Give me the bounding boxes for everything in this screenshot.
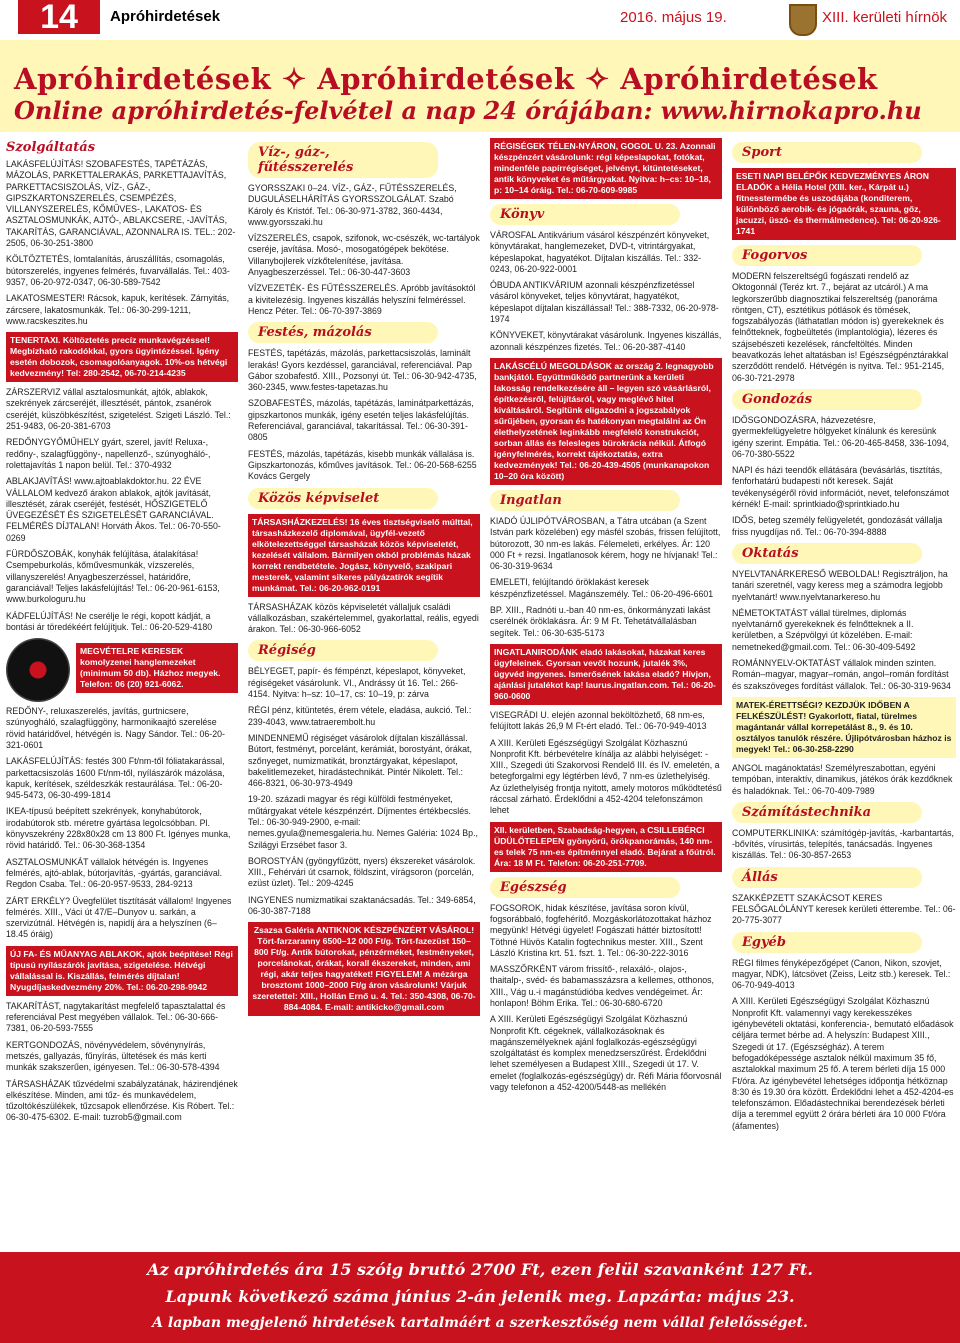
ad: TÁRSASHÁZAK közös képviseletét vállaljuk családi vállalkozásban, szakértelemmel, gyakorlattal, reális, egyedi árakon. Tel.: 06-30-966-6052 <box>248 601 479 635</box>
ad: FESTÉS, tapétázás, mázolás, parkettacsiszolás, laminált lerakás! Gyors kezdéssel, garanciával, referenciával. Pap Gábor szobafestő. XIII., Pozsonyi út. Tel.: 06-30-942-4735, 360-2345, www.festes-tapetazas.hu <box>248 348 477 393</box>
ad: ASZTALOSMUNKÁT vállalok hétvégén is. Ingyenes felmérés, ajtó-ablak, bútorjavítás, -gyártás, garanciával. Regdon Csaba. Tel.: 06-20-957-9533, 284-9213 <box>6 856 223 890</box>
ad: ZÁRSZERVIZ vállal asztalosmunkát, ajtók, ablakok, szekrények zárcseréjét, illesztését, pántok, zsanérok cseréjét, küszöbkészítést, szigetelést. Szigeti László. Tel.: 251-9483, 06-20-381-6703 <box>6 387 231 432</box>
newspaper-name: XIII. kerületi hírnök <box>822 9 948 26</box>
column-4 <box>732 138 956 1243</box>
section-title: Apróhirdetések <box>110 8 221 25</box>
ad: FESTÉS, mázolás, tapétázás, kisebb munkák vállalása is. Gipszkartonozás, kőműves javítások. Tel.: 06-20-568-6255 Kovács Gergely <box>248 448 477 482</box>
heading-dentist: Fogorvos <box>732 245 922 266</box>
ad: BOROSTYÁN (gyöngyfűzött, nyers) ékszereket vásárolok. XIII., Fehérvári út csarnok, földszint, vírágsoron (porcelán, ezüst üzlet). Tel.: 209-4245 <box>248 855 476 889</box>
highlight-ad: RÉGISÉGEK TÉLEN-NYÁRON, GOGOL U. 23. Azonnali készpénzért vásárolunk: régi képeslapokat, fotókat, mindenféle papírrégiséget, jelvényt, kitüntetéseket, antik könyveket és műtárgyakat. Nyitva: h–cs: 10–18, p: 10–14 óráig. Tel.: 06-70-609-9985 <box>490 138 722 199</box>
coat-of-arms-icon <box>789 4 817 36</box>
ad: KÖLTÖZTETÉS, lomtalanítás, áruszállítás, csomagolás, bútorszerelés, ingyenes felmérés, fuvarvállalás. Tel.: 403-9357, 06-20-972-0347, 06-30-589-7542 <box>6 254 230 287</box>
ad: NYELVTANÁRKERESŐ WEBOLDAL! Regisztráljon, ha tanári szeretnél, vagy keress meg a számodra legjobb nyelvtanárt! www.nyelvtanarkereso.hu <box>732 568 948 602</box>
ad: VISEGRÁDI U. elején azonnal beköltözhető, 68 nm-es, felújított lakás 26,9 M Ft-ért eladó. Tel.: 06-70-949-4013 <box>490 709 707 732</box>
heading-books: Könyv <box>490 204 680 225</box>
ad: FÜRDŐSZOBÁK, konyhák felújítása, átalakítása! Csempeburkolás, kőművesmunkák, vízszerelés, villanyszerelés! Anyagbeszerzéssel, határidőre, garanciával! Teljes lakásfelújítás! Tel.: 06-20-961-6153, www.burkologuru.hu <box>6 549 220 605</box>
heading-painting: Festés, mázolás <box>248 322 438 343</box>
highlight-ad: LAKÁSCÉLÚ MEGOLDÁSOK az ország 2. legnagyobb bankjától. Együttműködő partnerünk a kerületi lakosság rendelkezésére áll – legyen szó vásárlásról, építkezésről, felújításról, vagy meglévő hitel kiváltásáról. Segítünk eligazodni a jogszabályok sűrűjében, gyorsan és hatékonyan megtalálni az Ön élethelyzetének leginkább megfelelő konstrukciót, sorban állás és felesleges bürokrácia nélkül. Átfogó igényfelmérés, korrekt tájékoztatás, extra kedvezmények! Tel.: 06-20-439-4505 (munkanapokon 10–20 óra között) <box>490 358 722 485</box>
ad: TAKARÍTÁST, nagytakarítást megfelelő tapasztalattal és referenciával Pest megyében vállalok. Tel.: 06-30-666-7381, 06-20-593-7555 <box>6 1000 226 1034</box>
price-footer <box>0 1252 960 1343</box>
heading-representation: Közös képviselet <box>248 488 438 509</box>
page-number: 14 <box>18 0 100 34</box>
ad: TÁRSASHÁZAK tűzvédelmi szabályzatának, házirendjének elkészítése. Minden, ami tűz- és munkavédelem, tűzoltókészülékek, tűzcsapok ellenőrzése. Kis Róbert. Tel.: 06-30-475-6302. E-mail: tuzrob5@gmail.com <box>6 1078 238 1123</box>
heading-education: Oktatás <box>732 543 922 564</box>
footer-price-line: Az apróhirdetés ára 15 szóig bruttó 2700 Ft, ezen felül szavanként 127 Ft. <box>147 1260 813 1279</box>
ad: LAKÁSFELÚJÍTÁS! SZOBAFESTÉS, TAPÉTÁZÁS, MÁZOLÁS, PARKETTALERAKÁS, PARKETTAJAVÍTÁS, PARKETTACSISZOLÁS, VÍZ-, GÁZ-, GIPSZKARTONSZERELÉS, CSEMPÉZÉS, VILLANYSZERELÉS, KŐMŰVES-, LAKATOS- ÉS ASZTALOSMUNKÁK, AJTÓ-, ABLAKCSERE, -JAVÍTÁS, TAKARÍTÁS, GARANCIÁVAL, AZONNALRA IS. TEL.: 202-2505, 06-30-251-3800 <box>6 159 236 249</box>
vinyl-record-icon <box>6 638 70 702</box>
ad: A XIII. Kerületi Egészségügyi Szolgálat Közhasznú Nonprofit Kft. valamennyi vagy kerekesszékes igénybevételi oktatási, konferencia-, bemutató előadások céljára termet bérbe ad. A helyszín: Budapest XIII., Szegedi út 17. (Egészségház). A terem befogadóképessége asztalok nélkül maximum 35 fő, asztalokkal maximum 25 fő. A terem bérleti díja 15 000 Ft/óra. Az igénybevétel lehetséges időpontja hétköznap 8:30 és 19.30 óra között. Érdeklődni lehet a 452-4204-es telefonszámon. Előadástechnikai berendezések bérleti díja a teremmel együtt 2 órára bérleti ára 10 000 Ft/óra (áfamentes) <box>732 996 954 1131</box>
ad: ROMÁNNYELV-OKTATÁST vállalok minden szinten. Román–magyar, magyar–román, angol–román fordítást és szakszöveges fordítást vállalok. Tel.: 06-30-319-9634 <box>732 658 951 691</box>
ad: VÍZSZERELÉS, csapok, szifonok, wc-csészék, wc-tartályok cseréje, javítása. Mosó-, mosogatógépek bekötése. Villanybojlerek vízkőtelenítése, javítása. Anyagbeszerzéssel. Tel.: 06-30-447-3603 <box>248 233 480 278</box>
ad: KÁDFELÚJÍTÁS! Ne cserélje le régi, kopott kádját, a bontási ár töredékéért felújítjuk. Tel.: 06-20-529-4180 <box>6 610 213 632</box>
heading-it: Számítástechnika <box>732 802 922 823</box>
ad: IDŐS, beteg személy felügyeletét, gondozását vállalja friss nyugdíjas nő. Tel.: 06-70-394-8888 <box>732 515 943 537</box>
highlight-ad: INGATLANIRODÁNK eladó lakásokat, házakat keres ügyfeleinek. Gyorsan vevőt hozunk, jutalék 3%, ügyvéd ingyenes. Ismerősének lakása eladó? Hívjon, ajánlási jutalékot kap! laurus.ingatlan.com. Tel.: 06-20-960-0600 <box>490 644 722 705</box>
record-ad <box>6 638 238 702</box>
ad: FOGSOROK, hidak készítése, javítása soron kívül, fogsorábbaló, fogfehérítő. Mozgáskorlátozottakat házhoz megyünk! Hétvégi ügyelet! Fogászati háttér biztosított! Töthné Hüvös Katalin fogtechnikus mester. XIII., Szent László Kristina krt. 51. fszt. 1. Tel.: 06-30-222-3016 <box>490 902 712 958</box>
ad: GYORSSZAKI 0–24. VÍZ-, GÁZ-, FŰTÉSSZERELÉS, DUGULÁSELHÁRÍTÁS GYORSSZOLGÁLAT. Szabó Károly és Kristóf. Tel.: 06-30-971-3782, 360-4434, www.gyorsszaki.hu <box>248 183 457 227</box>
column-1 <box>6 138 238 1243</box>
ad: VÁROSFAL Antikvárium vásárol készpénzért könyveket, könyvtárakat, hanglemezeket, DVD-t, vitrintárgyakat, képeslapokat, hagyatékot. Díjtalan kiszállás. Tel.: 332-0243, 06-20-922-0001 <box>490 230 710 274</box>
banner-title: Apróhirdetések ✧ Apróhirdetések ✧ Apróhirdetések <box>14 62 878 96</box>
page-header <box>0 0 960 36</box>
ad: BÉLYEGET, papír- és fémpénzt, képeslapot, könyveket, régiségeket vásárolunk. VI., Andrássy út 16. Tel.: 266-4154. Nyitva: h–sz: 10–17, cs: 10–19, p: zárva <box>248 666 466 700</box>
ad: ANGOL magánoktatás! Személyreszabottan, egyéni tempóban, interaktív, dinamikus, játékos órák kezdőknek és haladóknak. Tel.: 06-70-409-7989 <box>732 762 953 796</box>
heading-health: Egészség <box>490 877 680 898</box>
ad: LAKATOSMESTER! Rácsok, kapuk, kerítések. Zárnyitás, zárcsere, lakatosmunkák. Tel.: 06-30-299-1211, www.racskeszites.hu <box>6 293 230 326</box>
highlight-ad: XII. kerületben, Szabadság-hegyen, a CSILLEBÉRCI ÜDÜLŐTELEPEN gyönyörű, örökpanorámás, 140 nm-es telek 75 nm-es építménnyel eladó. Bejárat a főútról. Ára: 18 M Ft. Telefon: 06-20-251-7709. <box>490 822 722 872</box>
ad: KERTGONDOZÁS, növényvédelem, sövénynyírás, metszés, gallyazás, fűnyírás, ültetések és más kerti munkák szakszerűen, igényesen. Tel.: 06-30-578-4394 <box>6 1039 220 1073</box>
highlight-ad: ÚJ FA- ÉS MŰANYAG ABLAKOK, ajtók beépítése! Régi típusú nyílászárók javítása, szigetelése. Hétvégi vállalással is. Kiszállás, felmérés díjtalan! Nyugdíjaskedvezmény 20%. Tel.: 06-20-298-9942 <box>6 946 238 996</box>
column-3 <box>490 138 722 1243</box>
ad: VÍZVEZETÉK- ÉS FŰTÉSSZERELÉS. Apróbb javításoktól a kivitelezésig. Ingyenes kiszállás helyszíni felméréssel. Hencz Péter. Tel.: 06-70-397-3869 <box>248 283 476 316</box>
highlight-ad: TÁRSASHÁZKEZELÉS! 16 éves tisztségviselő múlttal, társasházkezelő diplomával, ügyfél-vezető elkötelezettséggel társasházak közös képviseletét, kezelését vállalom. Bármilyen okból problémás házak korrekt rendbetétele. Jogász, könyvelő, szakipari mesterek, valamint sikeres pályázatírók segítik munkámat. Tel.: 06-20-962-0191 <box>248 514 480 597</box>
heading-other: Egyéb <box>732 932 922 953</box>
highlight-ad: ESETI NAPI BELÉPŐK KEDVEZMÉNYES ÁRON ELADÓK a Hélia Hotel (XIII. ker., Kárpát u.) fitnesstermébe és uszodájába (konditerem, különböző aerobik- és jógaórák, szauna, gőz, jacuzzi, üszó- és thermálmedence). Tel: 06-20-926-1741 <box>732 168 956 240</box>
banner-subtitle: Online apróhirdetés-felvétel a nap 24 órájában: www.hirnokapro.hu <box>14 96 922 125</box>
ad: REDŐNYGYŐMŰHELY gyárt, szerel, javít! Reluxa-, redőny-, szalagfüggöny-, napellenző-, szúnyogháló-, rolettajavítás 1 napon belül. Tel.: 370-4932 <box>6 437 211 470</box>
ad: LAKÁSFELÚJÍTÁS: festés 300 Ft/nm-től fóliatakarással, parkettacsiszolás 1600 Ft/nm-től, nyílászárók mázolása, kapuk, kerítések, széldeszkák restaurálása. Tel.: 06-20-945-5473, 06-30-499-1814 <box>6 756 225 801</box>
ad: COMPUTERKLINIKA: számítógép-javítás, -karbantartás, -bővítés, vírusirtás, telepítés, tanácsadás. Ingyenes kiszállás. Tel.: 06-30-857-2653 <box>732 827 954 861</box>
heading-plumbing: Víz-, gáz-, fűtésszerelés <box>248 142 438 178</box>
ad: RÉGI filmes fényképezőgépet (Canon, Nikon, szovjet, magyar, NDK), látcsövet (Zeiss, Leitz stb.) keresek. Tel.: 06-70-949-4013 <box>732 957 951 991</box>
ad: SZOBAFESTÉS, mázolás, tapétázás, laminátparkettázás, gipszkartonos munkák, igény esetén teljes lakásfelújítás. Referenciával, garanciával, takarítással. Tel.: 06-30-391-0805 <box>248 398 474 443</box>
ad: SZAKKÉPZETT SZAKÁCSOT KERES FELSŐGALÓLÁNYT keresek kerületi étterembe. Tel.: 06-20-775-3077 <box>732 892 956 926</box>
column-2 <box>248 138 480 1243</box>
ad: INGYENES numizmatikai szaktanácsadás. Tel.: 349-6854, 06-30-387-7188 <box>248 894 476 917</box>
ad: MODERN felszereltségű fogászati rendelő az Oktogonnál (Teréz krt. 7., bejárat az utcáról.) A ma legkorszerűbb diagnosztikai felszereltség (panoráma röntgen, CT), esztétikus pótlások és tömések, fogszabályozás (láthatatlan módon is) gyerekeknek és felnőtteknek, fogbeültetés (implantológia), lézeres és szájsebészeti kezelések, ráncfeltöltés. Minden beavatkozás lehet altatásban is! Egészségpénztárakkal szerződött rendelő. Hétvégén is nyitva. Tel.: 951-2145, 06-30-721-2978 <box>732 271 949 383</box>
highlight-ad: MEGVÉTELRE KERESEK komolyzenei hanglemezeket (minimum 50 db). Házhoz megyek. Telefon: 06 (20) 921-6062. <box>76 643 238 693</box>
heading-real-estate: Ingatlan <box>490 490 680 511</box>
ad: 19-20. századi magyar és régi külföldi festményeket, műtárgyakat vétele készpénzért. Díjmentes értékbecslés. Tel.: 06-30-949-2900, e-mail: nemes.gyula@nemesgaleria.hu. Nemes Galéria: 1024 Bp., Szilágyi Erzsébet fasor 3. <box>248 794 478 850</box>
ad: NÉMETOKTATÁST vállal türelmes, diplomás nyelvtanárnő gyerekeknek és felnőtteknek a II. kerületben, a Szépvölgyi út közelében. E-mail: nemetneked@gmail.com. Tel.: 06-30-409-5492 <box>732 607 916 652</box>
ad: IKEA-típusú beépített szekrények, konyhabútorok, irodabútorok stb. méretre gyártása legolcsóbban. Pl. könyvszekrény 228x80x28 cm 13 800 Ft. Igényes munka, rövid határidő. Tel.: 06-30-368-1354 <box>6 806 231 851</box>
highlight-ad: Zsazsa Galéria ANTIKNOK KÉSZPÉNZÉRT VÁSÁROL! Tört-farzaranny 6500–12 000 Ft/g. Tört-fazezüst 150–800 Ft/g. Antik bútorokat, pénzérméket, festményeket, porcelánokat, órákat, korall ékszereket, minden, ami régi, akár teljes hagyatéket! FIGYELEM! A mézárga brosztomt 1000–2000 Ft/g áron vásárolunk! Várjuk szeretettel: XIII., Hollán Ernő u. 4. Tel.: 350-4308, 06-70-884-4084. E-mail: antikicko@gmail.com <box>248 922 480 1016</box>
footer-next-issue-line: Lapunk következő száma június 2-án jelenik meg. Lapzárta: május 23. <box>165 1287 795 1306</box>
ad: A XIII. Kerületi Egészségügyi Szolgálat Közhasznú Nonprofit Kft. cégeknek, vállalkozásoknak és magánszemélyeknek ajánl foglalkozás-egészségügyi szolgáltatást és komplex menedzserszűrést. Érdeklődni lehet személyesen a Budapest XIII., Szegedi út 17. V. emelet (foglalkozás-egészségügy) dr. Réfi Mária főorvosnál vagy telefonon a 452-4200/5448-as mellékén <box>490 1014 722 1093</box>
ad: REDŐNY-, reluxaszerelés, javítás, gurtnicsere, szúnyogháló, szalagfüggöny, harmonikaajtó szerelése rövid határidővel, hétvégén is. Nagy Sándor. Tel.: 06-20-321-0601 <box>6 706 225 750</box>
ad: MINDENNEMŰ régiséget vásárolok díjtalan kiszállással. Bútort, festményt, porcelánt, kerámiát, borostyánt, órákat, szőnyeget, numizmatikát, bronztárgyakat, képeslapot, bakelitlemezeket, hiradástechnikát. Pintér Nikolett. Tel.: 466-8321, 06-30-973-4949 <box>248 732 472 789</box>
ad: A XIII. Kerületi Egészségügyi Szolgálat Közhasznú Nonprofit Kft. bérbevételre kínálja az alábbi helyiséget: - XIII., Szegedi úti Szakorvosi Rendelő III. és IV. emeletén, a betegforgalmi egy légtérben lévő, 7 nm-es üzlethelyiség. Az üzlethelyiség frontja nyitott, amely motoros működtetésű ráccsal zárható. Érdeklődni a 452-4204 telefonszámon lehet <box>490 737 722 816</box>
heading-jobs: Állás <box>732 867 922 888</box>
footer-disclaimer-line: A lapban megjelenő hirdetések tartalmáért a szerkesztőség nem vállal felelősséget. <box>152 1315 808 1331</box>
heading-sport: Sport <box>732 142 922 163</box>
heading-care: Gondozás <box>732 389 922 410</box>
ad: ÓBUDA ANTIKVÁRIUM azonnali készpénzfizetéssel vásárol könyveket, teljes könyvtárat, hagyatékot, képeslapot díjtalan kiszállással! Tel.: 388-7332, 06-20-978-1974 <box>490 280 719 325</box>
ad: ZÁRT ERKÉLY? Üvegfelület tisztítását vállalom! Ingyenes felmérés. XIII., Váci út 47/E–Dunyov u. sarkán, a szervizútnál. Hétvégén is, napidíj ára a helyszínen (6–18.45 óráig) <box>6 895 232 940</box>
ad: KÖNYVEKET, könyvtárakat vásárolunk. Ingyenes kiszállás, azonnali készpénzes fizetés. Tel.: 06-20-387-4140 <box>490 330 722 352</box>
ad: MASSZŐRKÉNT várom frissítő-, relaxáló-, olajos-, thaitalp-, svéd- és babamasszázsra a kellemes, otthonos, XIII., Vág u.-i magánstúdióba kedves vendégeimet. Ár: honlapon! Böhm Erika. Tel.: 06-30-680-6720 <box>490 964 714 1008</box>
highlight-ad: MATEK-ÉRETTSÉGI? KEZDJÜK IDŐBEN A FELKÉSZÜLÉST! Gyakorlott, fiatal, türelmes magántanár vállal korrepetálást 8., 9. és 10. osztályos tanulók részére. Újlipótvárosban házhoz is megyek! Tel.: 06-30-258-2290 <box>732 697 956 758</box>
issue-date: 2016. május 19. <box>620 9 727 26</box>
ad: BP. XIII., Radnóti u.-ban 40 nm-es, önkormányzati lakást cserélnék öröklakásra. Ár: 9 M Ft. Tehetátvállalásban segítek. Tel.: 06-30-635-5173 <box>490 605 711 638</box>
heading-antiques: Régiség <box>248 640 438 661</box>
ad: EMELETI, felújítandó öröklakást keresek készpénzfizetéssel. Magánszemély. Tel.: 06-20-496-6601 <box>490 577 714 599</box>
heading-services: Szolgáltatás <box>6 140 96 155</box>
highlight-ad: TENERTAXI. Költöztetés precíz munkavégzéssel! Megbízható rakodókkal, gyors ügyintézéssel. Igény esetén dobozok, csomagolóanyagok. 10%-os hétvégi kedvezmény! Tel: 280-2542, 06-70-214-4235 <box>6 332 238 382</box>
ad: NAPI és házi teendők ellátására (bevásárlás, tisztítás, fenforhatárú budapesti nőt keresek. Saját tevékenységéről rövid információt, nevet, telefonszámot kérnék! E-mail: sprintkiado@sprintkiado.hu <box>732 465 950 510</box>
ad: KIADÓ ÚJLIPÓTVÁROSBAN, a Tátra utcában (a Szent István park közelében) egy másfél szobás, frissen felújított, bútorozott, 30 nm-es lakás. Félemeleti, erkélyes. Ár: 120 000 Ft + rezsi. Ingatlanosok kérem, hogy ne hívjanak! Tel.: 06-30-319-9634 <box>490 515 721 572</box>
ad: IDŐSGONDOZÁSRA, házvezetésre, gyermekfelügyeletre hölgyeket kínálunk és keresünk igény szerint. Empátia. Tel.: 06-20-465-8458, 336-1094, 06-70-380-5522 <box>732 414 949 459</box>
ad: ABLAKJAVÍTÁS! www.ajtoablakdoktor.hu. 22 ÉVE VÁLLALOM kedvező árakon ablakok, ajtók javítását, illesztését, zárak cseréjét, festését, HŐSZIGETELŐ ÜVEGEZÉSÉT ÉS SZIGETELÉSÉT GARANCIÁVAL. FELMÉRÉS DÍJTALAN! Horváth Ákos. Tel.: 06-70-550-0269 <box>6 476 221 543</box>
ad: RÉGI pénz, kitüntetés, érem vétele, eladása, aukció. Tel.: 239-4043, www.tatraerembolt.hu <box>248 705 472 727</box>
